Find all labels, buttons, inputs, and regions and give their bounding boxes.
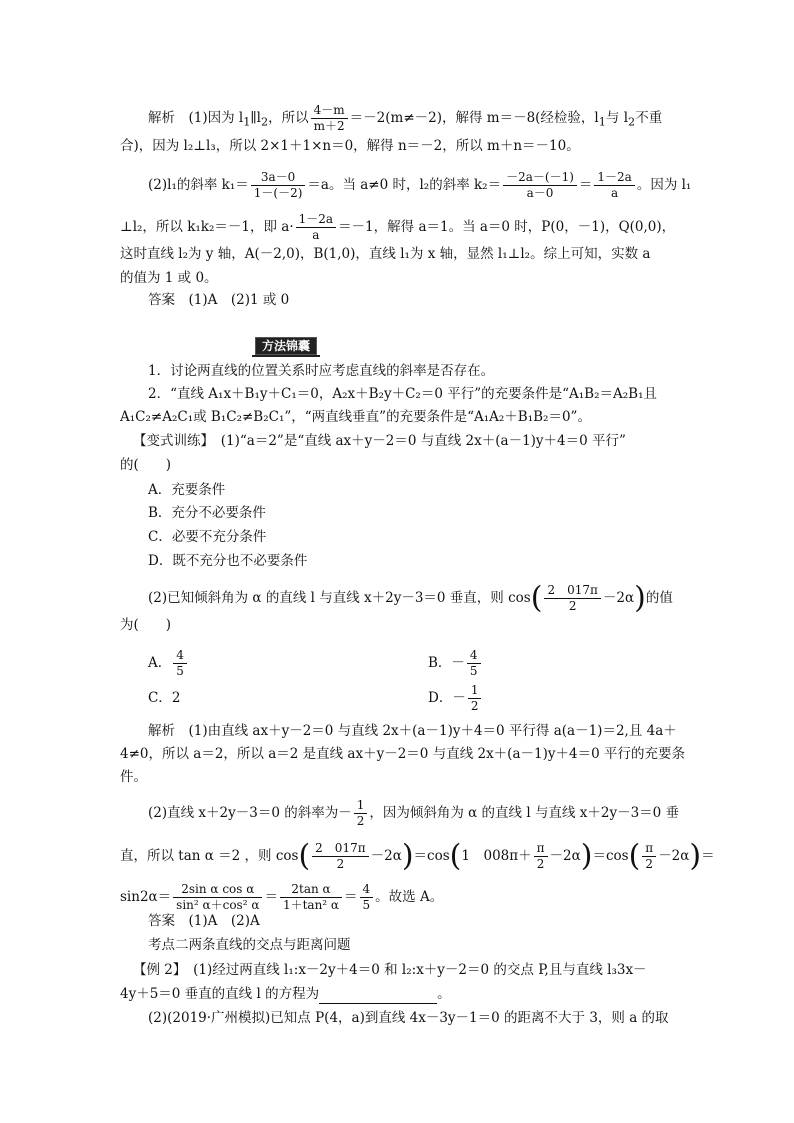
fraction: $\frac{\text{2tan α}}{\text{1＋tan² α}}$ xyxy=(280,882,342,913)
example2-line-2: 4y＋5＝0 垂直的直线 l 的方程为 。 xyxy=(120,986,451,1002)
solution2-line-1: 解析 (1)由直线 ax＋y－2＝0 与直线 2x＋(a－1)y＋4＝0 平行得 a(a－1)＝2,且 4a＋ xyxy=(148,723,677,739)
example2-line-3: (2)(2019·广州模拟)已知点 P(4，a)到直线 4x－3y－1＝0 的距离不大于 3，则 a 的取 xyxy=(148,1010,669,1026)
fraction: $\frac{3a-0}{1-(-2)}$ xyxy=(251,170,306,201)
section-title: 考点二两条直线的交点与距离问题 xyxy=(148,937,351,953)
practice-q2: (2)已知倾斜角为 α 的直线 l 与直线 x＋2y－3＝0 垂直，则 cos( $\frac{2 017\pi}{2}$ －2α)的值 xyxy=(148,580,673,616)
fraction: $\frac{2 017\pi}{2}$ xyxy=(544,583,600,614)
method-2b: A₁C₂≠A₂C₁或 B₁C₂≠B₂C₁”，“两直线垂直”的充要条件是“A₁A₂＋B₁B₂＝0”。 xyxy=(120,409,591,425)
q2-option-b: B．－ $\frac{4}{5}$ xyxy=(428,648,483,679)
solution-line-1: 解析 (1)因为 $l_1\parallel l_2$，所以 $\frac{4-m}{m+2}$ ＝－2(m≠－2)，解得 m＝－8(经检验，$l_1$与 $l_2$不重 xyxy=(148,103,663,133)
option-a: A．充要条件 xyxy=(148,482,226,498)
solution-line-3: (2)l₁的斜率 k₁＝ $\frac{3a-0}{1-(-2)}$ ＝a。当 a≠0 时，l₂的斜率 k₂＝ $\frac{-2a-(-1)}{a-0}$ ＝ $\frac{1-2a}{a}$ 。因为 l₁ xyxy=(148,170,692,200)
answer-blank xyxy=(319,989,437,1004)
practice-q1-cont: 的( ) xyxy=(120,457,172,473)
example2-line-1: 【例 2】 (1)经过两直线 l₁:x－2y＋4＝0 和 l₂:x＋y－2＝0 的交点 P,且与直线 l₃3x－ xyxy=(133,962,647,978)
fraction: $\frac{\text{2sin α cos α}}{\text{sin² α＋cos² α}}$ xyxy=(173,882,262,913)
fraction: $\frac{4}{5}$ xyxy=(467,648,481,679)
option-c: C．必要不充分条件 xyxy=(148,529,267,545)
method-badge: 方法锦囊 xyxy=(255,337,317,355)
option-d: D．既不充分也不必要条件 xyxy=(148,553,308,569)
solution2-line-2: 4≠0，所以 a＝2，所以 a＝2 是直线 ax＋y－2＝0 与直线 2x＋(a－1)y＋4＝0 平行的充要条 xyxy=(120,746,685,762)
method-1: 1．讨论两直线的位置关系时应考虑直线的斜率是否存在。 xyxy=(148,363,495,379)
solution-line-5: 这时直线 l₂为 y 轴，A(－2,0)，B(1,0)，直线 l₁为 x 轴，显然 l₁⊥l₂。综上可知，实数 a xyxy=(120,246,651,262)
fraction: $\frac{-2a-(-1)}{a-0}$ xyxy=(503,170,577,201)
solution2-line-3: 件。 xyxy=(120,769,147,785)
fraction: $\frac{4}{5}$ xyxy=(173,648,187,679)
fraction: $\frac{1}{2}$ xyxy=(354,798,368,829)
solution2-line-4: (2)直线 x＋2y－3＝0 的斜率为－ $\frac{1}{2}$ ，因为倾斜角为 α 的直线 l 与直线 x＋2y－3＝0 垂 xyxy=(148,798,680,828)
option-b: B．充分不必要条件 xyxy=(148,505,266,521)
solution2-line-6: sin2α＝ $\frac{\text{2sin α cos α}}{\text{sin² α＋cos² α}}$ ＝ $\frac{\text{2tan α}}{\text{1＋tan² α}}$ ＝ $\frac{4}{5}$ 。故选 A。 xyxy=(120,882,444,912)
fraction: $\frac{4-m}{m+2}$ xyxy=(311,103,348,134)
q2-option-d: D．－ $\frac{1}{2}$ xyxy=(428,683,483,714)
q2-option-a: A． $\frac{4}{5}$ xyxy=(148,648,189,679)
fraction: $\frac{\pi}{2}$ xyxy=(642,841,656,872)
practice-q2-cont: 为( ) xyxy=(120,617,172,633)
solution-line-4: ⊥l₂，所以 k₁k₂＝－1，即 a· $\frac{1-2a}{a}$ ＝－1，解得 a＝1。当 a＝0 时，P(0，－1)，Q(0,0)， xyxy=(120,212,676,242)
solution-line-6: 的值为 1 或 0。 xyxy=(120,270,218,286)
method-2a: 2．“直线 A₁x＋B₁y＋C₁＝0，A₂x＋B₂y＋C₂＝0 平行”的充要条件是“A₁B₂＝A₂B₁且 xyxy=(148,386,657,402)
fraction: $\frac{1-2a}{a}$ xyxy=(594,170,634,201)
answer-1: 答案 (1)A (2)1 或 0 xyxy=(148,292,290,308)
fraction: $\frac{1}{2}$ xyxy=(468,683,482,714)
fraction: $\frac{\pi}{2}$ xyxy=(534,841,548,872)
fraction: $\frac{2 017\pi}{2}$ xyxy=(312,841,368,872)
answer-2: 答案 (1)A (2)A xyxy=(148,913,260,929)
practice-q1: 【变式训练】 (1)“a＝2”是“直线 ax＋y－2＝0 与直线 2x＋(a－1)y＋4＝0 平行” xyxy=(133,433,626,449)
fraction: $\frac{1-2a}{a}$ xyxy=(296,212,336,243)
fraction: $\frac{4}{5}$ xyxy=(360,882,374,913)
q2-option-c: C．2 xyxy=(148,690,181,706)
solution2-line-5: 直，所以 tan α ＝2 ，则 cos( $\frac{2 017\pi}{2}$ －2α)＝cos(1 008π＋ $\frac{\pi}{2}$ －2α)＝cos( $\frac{\pi}{2}$ －2α)＝ xyxy=(120,838,715,874)
solution-line-2: 合)，因为 l₂⊥l₃，所以 2×1＋1×n＝0，解得 n＝－2，所以 m＋n＝－10。 xyxy=(120,138,580,154)
